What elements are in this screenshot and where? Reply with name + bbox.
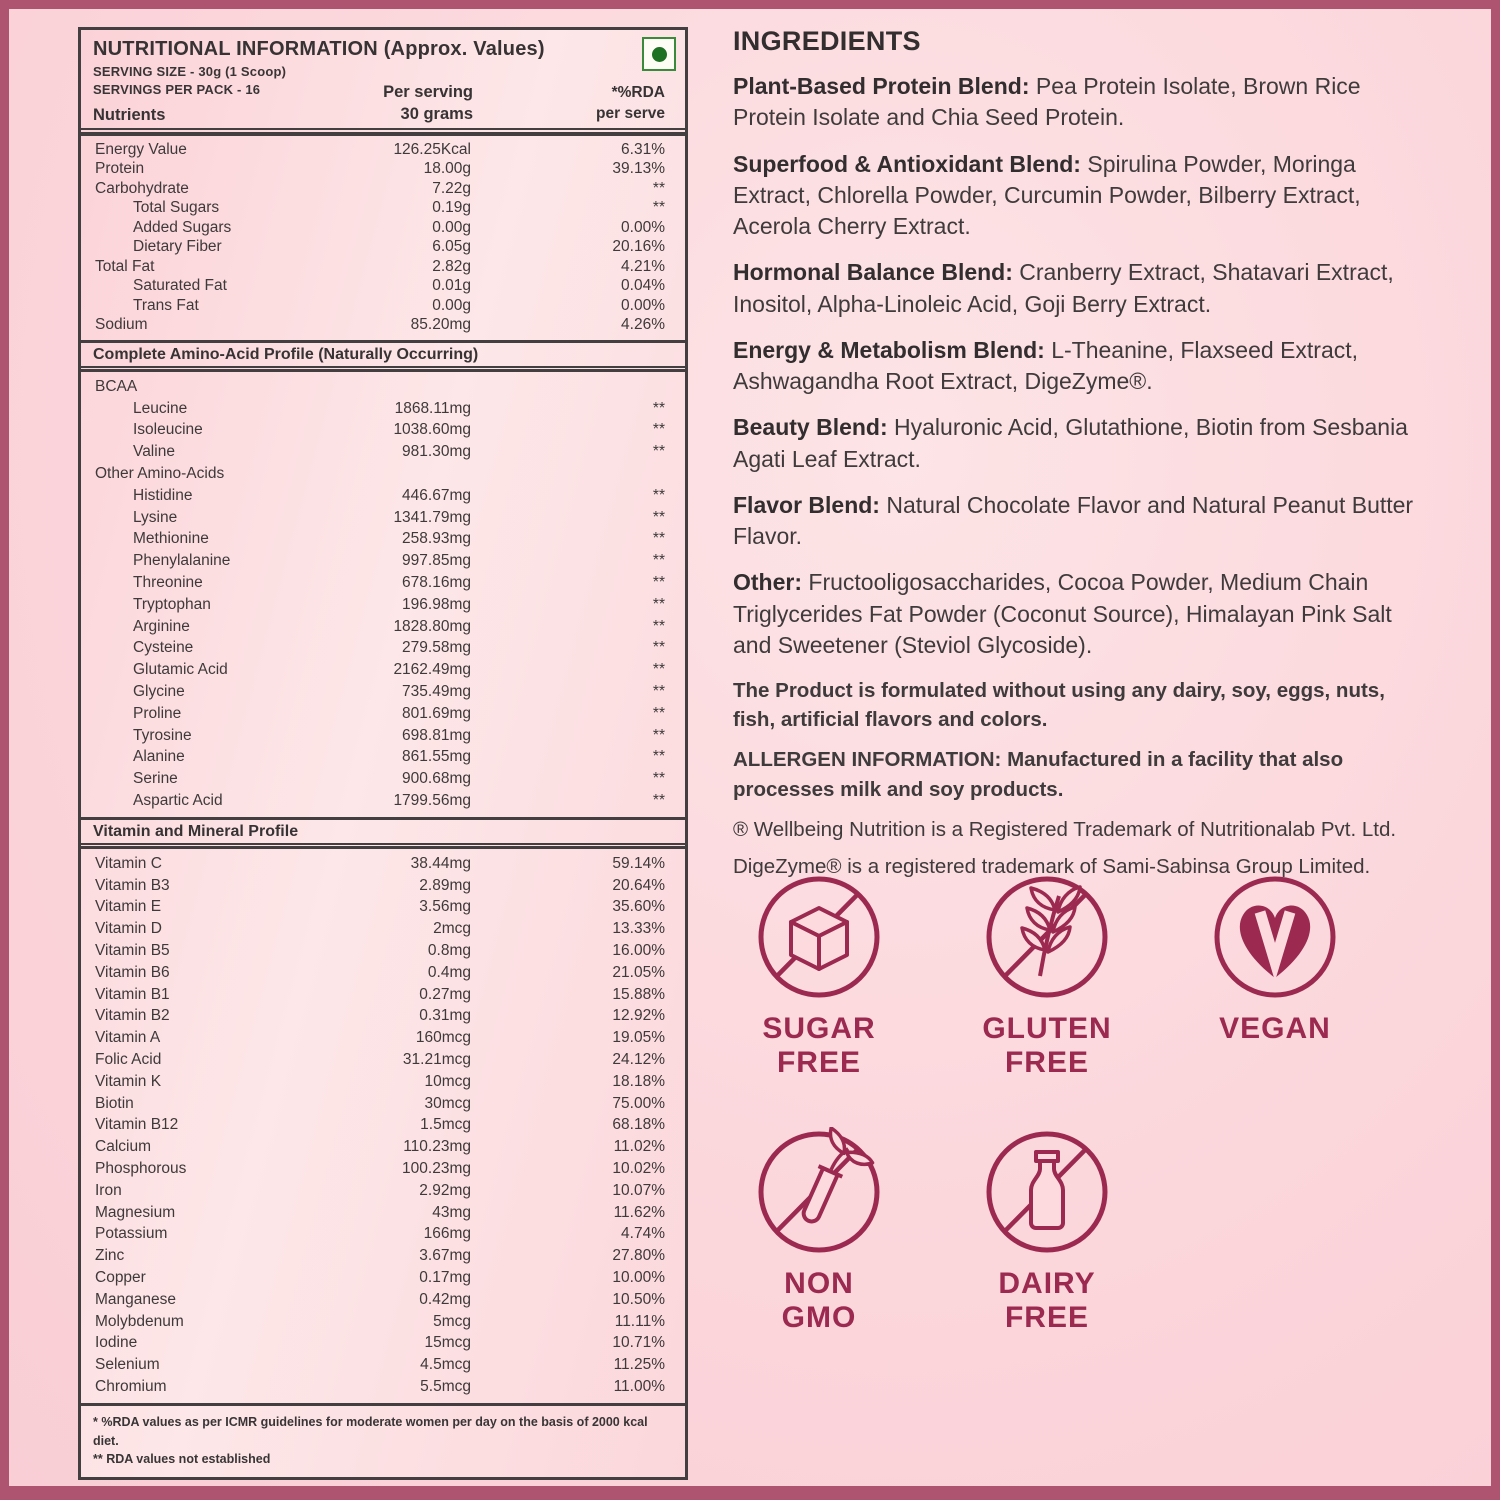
rda-value: 11.00% bbox=[613, 1377, 665, 1395]
nutrient-name: Biotin bbox=[95, 1094, 134, 1112]
footnote-rda: * %RDA values as per ICMR guidelines for moderate women per day on the basis of 2000 kcal diet. bbox=[93, 1414, 648, 1448]
nutrient-name: Iodine bbox=[95, 1334, 138, 1352]
ingredients-paragraphs bbox=[733, 71, 1425, 661]
col-header-nutrients: Nutrients bbox=[93, 106, 166, 124]
rda-value: ** bbox=[652, 704, 665, 722]
rda-value: 39.13% bbox=[612, 160, 665, 178]
rda-value: 11.25% bbox=[613, 1356, 665, 1374]
rda-value: ** bbox=[652, 726, 665, 744]
table-row bbox=[81, 984, 685, 1006]
table-row bbox=[81, 1332, 685, 1354]
amount-value: 900.68mg bbox=[402, 770, 471, 788]
amount-value: 110.23mg bbox=[403, 1138, 471, 1156]
nutrient-name: Glutamic Acid bbox=[133, 661, 228, 679]
nutrient-name: Sodium bbox=[95, 316, 148, 334]
table-row bbox=[81, 659, 685, 681]
table-row bbox=[81, 1223, 685, 1245]
badge-gluten-free bbox=[961, 872, 1133, 1079]
rda-value: ** bbox=[652, 552, 665, 570]
rda-value: 10.50% bbox=[612, 1290, 665, 1308]
table-row bbox=[81, 1027, 685, 1049]
amount-value: 698.81mg bbox=[402, 726, 471, 744]
table-row bbox=[81, 316, 685, 336]
table-row bbox=[81, 638, 685, 660]
nutrient-name: Arginine bbox=[133, 617, 190, 635]
blend-contents: L-Theanine, Flaxseed Extract, Ashwagandha Root Extract, DigeZyme®. bbox=[733, 336, 1359, 395]
footnote-not-established: ** RDA values not established bbox=[93, 1452, 271, 1467]
amount-value: 7.22g bbox=[432, 179, 471, 197]
sugar-free-icon bbox=[754, 872, 884, 1002]
nutrient-name: Vitamin B12 bbox=[95, 1116, 179, 1134]
amount-value: 6.05g bbox=[432, 238, 471, 256]
blend-contents: Natural Chocolate Flavor and Natural Peanut Butter Flavor. bbox=[733, 491, 1414, 550]
nutrient-name: Vitamin B1 bbox=[95, 985, 170, 1003]
badge-sugar-free bbox=[733, 872, 905, 1079]
table-row bbox=[81, 768, 685, 790]
rda-value: 11.62% bbox=[613, 1203, 665, 1221]
ingredient-paragraph bbox=[733, 71, 1425, 134]
trademark-line: ® Wellbeing Nutrition is a Registered Trademark of Nutritionalab Pvt. Ltd. bbox=[733, 817, 1397, 841]
table-row bbox=[81, 1115, 685, 1137]
table-row bbox=[81, 238, 685, 258]
amount-value: 0.42mg bbox=[419, 1290, 471, 1308]
blend-name: Beauty Blend: bbox=[733, 414, 888, 441]
table-row bbox=[81, 296, 685, 316]
rda-value: 10.02% bbox=[612, 1159, 665, 1177]
rda-value: 15.88% bbox=[612, 985, 665, 1003]
badge-label: VEGAN bbox=[1219, 1012, 1331, 1045]
table-row bbox=[81, 398, 685, 420]
amount-value: 1799.56mg bbox=[393, 792, 471, 810]
table-row bbox=[81, 140, 685, 160]
ingredients-notes bbox=[733, 676, 1425, 803]
table-row bbox=[81, 918, 685, 940]
amount-value: 735.49mg bbox=[402, 683, 471, 701]
rda-value: ** bbox=[652, 595, 665, 613]
table-row bbox=[81, 529, 685, 551]
badge-vegan bbox=[1189, 872, 1361, 1079]
nutrient-name: Manganese bbox=[95, 1290, 177, 1308]
table-row bbox=[81, 485, 685, 507]
amount-value: 160mcg bbox=[415, 1029, 471, 1047]
amount-value: 446.67mg bbox=[402, 486, 471, 504]
rda-value: ** bbox=[652, 748, 665, 766]
blend-contents: Pea Protein Isolate, Brown Rice Protein Isolate and Chia Seed Protein. bbox=[733, 73, 1361, 131]
amount-value: 38.44mg bbox=[410, 854, 471, 872]
table-row bbox=[81, 1071, 685, 1093]
blend-name: Other: bbox=[733, 569, 802, 596]
nutrient-name: Protein bbox=[95, 160, 145, 178]
nutrient-name: Zinc bbox=[95, 1247, 125, 1265]
nutrient-name: Selenium bbox=[95, 1356, 160, 1374]
nutrient-name: Valine bbox=[133, 443, 175, 461]
table-row bbox=[81, 420, 685, 442]
amount-value: 0.8mg bbox=[427, 942, 471, 960]
ingredients-section bbox=[733, 26, 1425, 890]
amount-value: 0.19g bbox=[432, 199, 471, 217]
table-row bbox=[81, 160, 685, 180]
nutrient-name: Isoleucine bbox=[133, 421, 203, 439]
amino-acid-rows bbox=[81, 372, 685, 817]
rda-value: 10.07% bbox=[612, 1181, 665, 1199]
header-divider bbox=[81, 128, 685, 136]
badge-label: GLUTEN FREE bbox=[982, 1012, 1112, 1079]
rda-value: 0.00% bbox=[621, 218, 665, 236]
badge-label: DAIRY FREE bbox=[998, 1267, 1096, 1334]
nutrient-name: Total Sugars bbox=[133, 199, 220, 217]
amount-value: 100.23mg bbox=[402, 1159, 471, 1177]
table-row bbox=[81, 218, 685, 238]
nutrient-name: Molybdenum bbox=[95, 1312, 184, 1330]
amount-value: 801.69mg bbox=[402, 704, 471, 722]
amount-value: 0.4mg bbox=[427, 963, 471, 981]
amount-value: 166mg bbox=[423, 1225, 471, 1243]
amount-value: 85.20mg bbox=[410, 316, 471, 334]
amount-value: 196.98mg bbox=[402, 595, 471, 613]
nutrient-name: Vitamin C bbox=[95, 854, 162, 872]
rda-value: 4.26% bbox=[621, 316, 665, 334]
servings-per-pack: SERVINGS PER PACK - 16 bbox=[93, 82, 261, 97]
rda-value: 21.05% bbox=[612, 963, 665, 981]
nutrient-name: Folic Acid bbox=[95, 1051, 162, 1068]
table-row bbox=[81, 875, 685, 897]
table-row bbox=[81, 747, 685, 769]
amount-value: 43mg bbox=[432, 1203, 471, 1221]
dairy-free-icon bbox=[982, 1127, 1112, 1257]
amount-value: 3.67mg bbox=[419, 1247, 471, 1265]
table-row bbox=[81, 1158, 685, 1180]
amount-value: 4.5mcg bbox=[420, 1356, 471, 1374]
col-header-per-serving: Per serving 30 grams bbox=[383, 83, 473, 123]
amount-value: 1868.11mg bbox=[394, 399, 471, 417]
rda-value: ** bbox=[652, 179, 665, 197]
rda-value: 24.12% bbox=[612, 1051, 665, 1068]
table-row bbox=[81, 962, 685, 984]
nutrient-name: Vitamin D bbox=[95, 920, 162, 938]
table-row bbox=[81, 572, 685, 594]
nutrient-name: Vitamin A bbox=[95, 1029, 161, 1047]
table-row bbox=[81, 179, 685, 199]
table-row bbox=[81, 1376, 685, 1398]
nutrient-name: Added Sugars bbox=[133, 218, 232, 236]
nutrient-name: Threonine bbox=[133, 574, 203, 592]
nutrient-name: Saturated Fat bbox=[133, 277, 227, 295]
vegan-icon bbox=[1210, 872, 1340, 1002]
table-row bbox=[81, 1267, 685, 1289]
rda-value: 68.18% bbox=[612, 1116, 665, 1134]
table-row bbox=[81, 199, 685, 219]
amount-value: 1828.80mg bbox=[393, 617, 471, 635]
non-gmo-icon bbox=[754, 1127, 884, 1257]
rda-value: ** bbox=[652, 399, 665, 417]
rda-value: ** bbox=[652, 574, 665, 592]
vegetarian-mark-icon bbox=[642, 37, 676, 71]
amount-value: 2.92mg bbox=[419, 1181, 471, 1199]
nutrient-name: Energy Value bbox=[95, 140, 187, 158]
table-row bbox=[81, 897, 685, 919]
badge-non-gmo bbox=[733, 1127, 905, 1334]
amount-value: 3.56mg bbox=[419, 898, 471, 916]
blend-name: Flavor Blend: bbox=[733, 491, 880, 518]
table-row bbox=[81, 1093, 685, 1115]
nutrient-name: Methionine bbox=[133, 530, 209, 548]
vitamin-mineral-rows bbox=[81, 849, 685, 1403]
nutrient-name: Trans Fat bbox=[133, 296, 199, 314]
rda-value: 75.00% bbox=[612, 1094, 665, 1112]
table-row bbox=[81, 725, 685, 747]
amount-value: 0.00g bbox=[432, 218, 471, 236]
nutrient-name: Alanine bbox=[133, 748, 185, 766]
nutrient-name: Total Fat bbox=[95, 257, 155, 275]
rda-value: 16.00% bbox=[612, 942, 665, 960]
badge-label: NON GMO bbox=[781, 1267, 857, 1334]
nutrient-name: Vitamin B6 bbox=[95, 963, 170, 981]
rda-value: ** bbox=[652, 530, 665, 548]
table-row bbox=[81, 1180, 685, 1202]
nutrient-name: Tyrosine bbox=[133, 726, 192, 744]
table-row bbox=[81, 376, 685, 398]
col-header-rda: *%RDA per serve bbox=[596, 84, 665, 123]
rda-value: 18.18% bbox=[612, 1072, 665, 1090]
table-row bbox=[81, 703, 685, 725]
nutrient-name: BCAA bbox=[95, 377, 138, 395]
nutrient-name: Aspartic Acid bbox=[133, 792, 223, 810]
claim-badges bbox=[733, 872, 1433, 1334]
nutrition-table bbox=[78, 27, 688, 1480]
amount-value: 981.30mg bbox=[402, 443, 471, 461]
blend-name: Energy & Metabolism Blend: bbox=[733, 336, 1045, 363]
table-row bbox=[81, 790, 685, 812]
rda-value: ** bbox=[652, 421, 665, 439]
amount-value: 15mcg bbox=[424, 1334, 471, 1352]
nutrient-name: Vitamin K bbox=[95, 1072, 162, 1090]
amount-value: 1.5mcg bbox=[420, 1116, 471, 1134]
amount-value: 18.00g bbox=[423, 160, 471, 178]
amount-value: 861.55mg bbox=[402, 748, 471, 766]
gluten-free-icon bbox=[982, 872, 1112, 1002]
rda-value: ** bbox=[652, 683, 665, 701]
ingredient-paragraph bbox=[733, 490, 1425, 553]
table-row bbox=[81, 441, 685, 463]
rda-value: 13.33% bbox=[612, 920, 665, 938]
ingredient-paragraph bbox=[733, 335, 1425, 398]
amount-value: 0.27mg bbox=[419, 985, 471, 1003]
nutrient-name: Chromium bbox=[95, 1377, 167, 1395]
nutrient-name: Magnesium bbox=[95, 1203, 176, 1221]
nutrient-name: Iron bbox=[95, 1181, 122, 1199]
table-row bbox=[81, 507, 685, 529]
rda-value: 4.74% bbox=[621, 1225, 665, 1243]
amount-value: 678.16mg bbox=[402, 574, 471, 592]
table-row bbox=[81, 1245, 685, 1267]
table-footnotes bbox=[81, 1403, 685, 1477]
nutrient-name: Histidine bbox=[133, 486, 193, 504]
amount-value: 1341.79mg bbox=[393, 508, 471, 526]
rda-value: ** bbox=[652, 792, 665, 810]
amount-value: 5mcg bbox=[433, 1312, 471, 1330]
rda-value: ** bbox=[652, 508, 665, 526]
nutrition-title: NUTRITIONAL INFORMATION (Approx. Values) bbox=[93, 38, 545, 60]
nutrient-name: Tryptophan bbox=[133, 595, 211, 613]
rda-value: ** bbox=[652, 770, 665, 788]
column-headers bbox=[93, 61, 673, 128]
table-row bbox=[81, 940, 685, 962]
table-row bbox=[81, 1049, 685, 1071]
ingredient-paragraph bbox=[733, 149, 1425, 243]
amount-value: 0.31mg bbox=[419, 1007, 471, 1025]
amount-value: 10mcg bbox=[424, 1072, 471, 1090]
nutrient-name: Phosphorous bbox=[95, 1159, 187, 1177]
serving-size: SERVING SIZE - 30g (1 Scoop) bbox=[93, 64, 287, 79]
rda-value: ** bbox=[652, 199, 665, 217]
amount-value: 2162.49mg bbox=[393, 661, 471, 679]
rda-value: ** bbox=[652, 443, 665, 461]
rda-value: 10.71% bbox=[612, 1334, 665, 1352]
table-row bbox=[81, 1354, 685, 1376]
ingredient-paragraph bbox=[733, 567, 1425, 661]
amount-value: 30mcg bbox=[424, 1094, 471, 1112]
nutrient-name: Carbohydrate bbox=[95, 179, 189, 197]
nutrient-name: Dietary Fiber bbox=[133, 238, 222, 256]
table-row bbox=[81, 1202, 685, 1224]
nutrient-name: Potassium bbox=[95, 1225, 168, 1243]
table-row bbox=[81, 550, 685, 572]
amount-value: 258.93mg bbox=[402, 530, 471, 548]
rda-value: 12.92% bbox=[612, 1007, 665, 1025]
table-row bbox=[81, 257, 685, 277]
amount-value: 2mcg bbox=[433, 920, 471, 938]
amount-value: 0.01g bbox=[432, 277, 471, 295]
nutrient-name: Copper bbox=[95, 1268, 146, 1286]
amount-value: 279.58mg bbox=[402, 639, 471, 657]
blend-name: Hormonal Balance Blend: bbox=[733, 259, 1013, 286]
badge-row-2 bbox=[733, 1127, 1433, 1334]
badge-row-1 bbox=[733, 872, 1433, 1079]
nutrient-name: Lysine bbox=[133, 508, 178, 526]
amount-value: 31.21mcg bbox=[402, 1051, 471, 1068]
nutrient-rows bbox=[81, 136, 685, 340]
amount-value: 126.25Kcal bbox=[393, 140, 471, 158]
rda-value: 11.11% bbox=[614, 1312, 665, 1330]
blend-contents: Spirulina Powder, Moringa Extract, Chlorella Powder, Curcumin Powder, Bilberry Extract, Acerola Cherry Extract. bbox=[733, 150, 1361, 240]
vegetarian-dot bbox=[652, 47, 667, 62]
blend-name: Plant-Based Protein Blend: bbox=[733, 73, 1030, 99]
amount-value: 2.82g bbox=[432, 257, 471, 275]
amount-value: 2.89mg bbox=[419, 876, 471, 894]
amount-value: 1038.60mg bbox=[393, 421, 471, 439]
rda-value: 27.80% bbox=[612, 1247, 665, 1265]
table-row bbox=[81, 1136, 685, 1158]
blend-contents: Cranberry Extract, Shatavari Extract, Inositol, Alpha-Linoleic Acid, Goji Berry Extract. bbox=[733, 259, 1394, 317]
rda-value: 4.21% bbox=[621, 257, 665, 275]
nutrient-name: Vitamin B3 bbox=[95, 876, 170, 894]
amount-value: 5.5mcg bbox=[420, 1377, 471, 1395]
nutrient-name: Calcium bbox=[95, 1138, 151, 1156]
badge-dairy-free bbox=[961, 1127, 1133, 1334]
ingredient-paragraph bbox=[733, 412, 1425, 475]
amount-value: 997.85mg bbox=[402, 552, 471, 570]
table-row bbox=[81, 463, 685, 485]
rda-value: 59.14% bbox=[612, 854, 665, 872]
rda-value: 19.05% bbox=[612, 1029, 665, 1047]
blend-name: Superfood & Antioxidant Blend: bbox=[733, 150, 1081, 177]
table-row bbox=[81, 594, 685, 616]
table-row bbox=[81, 1006, 685, 1028]
rda-value: ** bbox=[652, 617, 665, 635]
nutrient-name: Proline bbox=[133, 704, 182, 722]
table-row bbox=[81, 853, 685, 875]
note-paragraph: The Product is formulated without using any dairy, soy, eggs, nuts, fish, artificial flavors and colors. bbox=[733, 679, 1385, 732]
ingredient-paragraph bbox=[733, 257, 1425, 320]
rda-value: 20.16% bbox=[612, 238, 665, 256]
rda-value: 10.00% bbox=[612, 1268, 665, 1286]
nutrient-name: Leucine bbox=[133, 399, 188, 417]
rda-value: 0.00% bbox=[621, 296, 665, 314]
table-row bbox=[81, 277, 685, 297]
note-paragraph: ALLERGEN INFORMATION: Manufactured in a facility that also processes milk and soy products. bbox=[733, 748, 1344, 801]
table-row bbox=[81, 1311, 685, 1333]
table-row bbox=[81, 616, 685, 638]
nutrient-name: Vitamin B5 bbox=[95, 942, 170, 960]
nutrient-name: Vitamin B2 bbox=[95, 1007, 170, 1025]
table-row bbox=[81, 681, 685, 703]
nutrient-name: Cysteine bbox=[133, 639, 194, 657]
badge-label: SUGAR FREE bbox=[762, 1012, 876, 1079]
vitamin-section-header: Vitamin and Mineral Profile bbox=[81, 817, 685, 845]
blend-contents: Fructooligosaccharides, Cocoa Powder, Medium Chain Triglycerides Fat Powder (Coconut Source), Himalayan Pink Salt and Sweetener (Steviol Glycoside). bbox=[733, 569, 1392, 658]
nutrient-name: Vitamin E bbox=[95, 898, 162, 916]
rda-value: ** bbox=[652, 486, 665, 504]
rda-value: 35.60% bbox=[612, 898, 665, 916]
header-left bbox=[93, 61, 323, 128]
table-row bbox=[81, 1289, 685, 1311]
blend-contents: Hyaluronic Acid, Glutathione, Biotin from Sesbania Agati Leaf Extract. bbox=[733, 414, 1408, 472]
nutrient-name: Serine bbox=[133, 770, 178, 788]
amount-value: 0.00g bbox=[432, 296, 471, 314]
trademark-line: DigeZyme® is a registered trademark of Sami-Sabinsa Group Limited. bbox=[733, 855, 1371, 879]
amino-section-header: Complete Amino-Acid Profile (Naturally Occurring) bbox=[81, 340, 685, 368]
amount-value: 0.17mg bbox=[419, 1268, 471, 1286]
nutrient-name: Glycine bbox=[133, 683, 185, 701]
rda-value: 6.31% bbox=[621, 140, 665, 158]
rda-value: 11.02% bbox=[613, 1138, 665, 1156]
rda-value: 0.04% bbox=[621, 277, 665, 295]
nutrient-name: Phenylalanine bbox=[133, 552, 231, 570]
ingredients-title: INGREDIENTS bbox=[733, 26, 921, 56]
nutrient-name: Other Amino-Acids bbox=[95, 465, 225, 483]
rda-value: 20.64% bbox=[612, 876, 665, 894]
rda-value: ** bbox=[652, 639, 665, 657]
rda-value: ** bbox=[652, 661, 665, 679]
nutrition-table-header bbox=[81, 30, 685, 128]
